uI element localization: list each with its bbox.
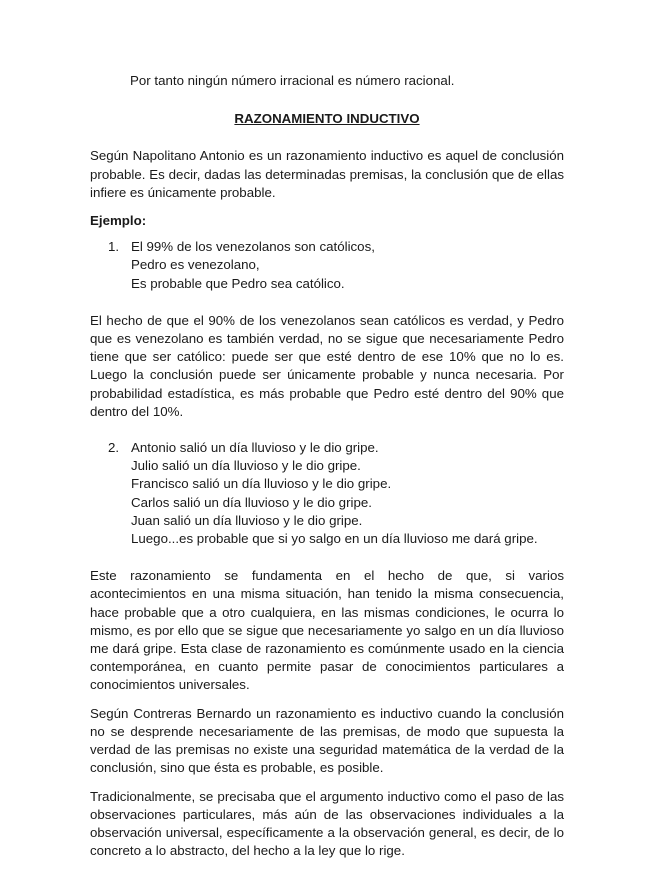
example-1-premise-2: Pedro es venezolano, [131, 257, 260, 273]
example-2-line-5: Juan salió un día lluvioso y le dio gripe. [131, 512, 363, 528]
paragraph-napolitano: Según Napolitano Antonio es un razonamiento inductivo es aquel de conclusión probable. Es decir, dadas las determinadas premisas, la conclusión que de ellas infiere es únicamente probable. [90, 148, 564, 200]
paragraph-contreras: Según Contreras Bernardo un razonamiento es inductivo cuando la conclusión no se desprende necesariamente de las premisas, de modo que supuesta la verdad de las premisas no existe una seguridad matemática de la verdad de la conclusión, sino que ésta es probable, es posible. [90, 705, 564, 776]
example-1-list-item [108, 238, 564, 293]
paragraph-explanation-2: Este razonamiento se fundamenta en el hecho de que, si varios acontecimientos en una misma situación, han tenido la misma consecuencia, hace probable que a otro cualquiera, en las mismas condiciones, le ocurra lo mismo, es por ello que se sigue que necesariamente yo salgo en un día lluvioso me dará gripe. Esta clase de razonamiento es comúnmente usado en la ciencia contemporánea, en cuanto permite pasar de conocimientos particulares a conocimientos universales. [90, 568, 564, 693]
example-1-conclusion: Es probable que Pedro sea católico. [131, 275, 345, 291]
paragraph-tradicionalmente: Tradicionalmente, se precisaba que el argumento inductivo como el paso de las observaciones particulares, más aún de las observaciones individuales a la observación universal, específicamente a la observación general, es decir, de lo concreto a lo abstracto, del hecho a la ley que lo rige. [90, 788, 564, 859]
example-2-conclusion: Luego...es probable que si yo salgo en un día lluvioso me dará gripe. [131, 531, 538, 547]
example-2-number: 2. [108, 440, 120, 456]
example-1-premise-1: El 99% de los venezolanos son católicos, [131, 239, 375, 255]
example-label: Ejemplo: [90, 213, 147, 229]
example-1-number: 1. [108, 239, 120, 255]
section-heading: RAZONAMIENTO INDUCTIVO [234, 111, 420, 127]
intro-line: Por tanto ningún número irracional es número racional. [130, 73, 455, 88]
paragraph-explanation-1: El hecho de que el 90% de los venezolanos sean católicos es verdad, y Pedro que es venezolano es también verdad, no se sigue que necesariamente Pedro tiene que ser católico: puede ser que esté dentro de ese 10% que no lo es. Luego la conclusión puede ser únicamente probable y nunca necesaria. Por probabilidad estadística, es más probable que Pedro esté dentro del 90% que dentro del 10%. [90, 312, 564, 419]
document-page [90, 72, 564, 870]
example-2-list-item [108, 439, 564, 548]
example-2-line-2: Julio salió un día lluvioso y le dio gripe. [131, 458, 361, 474]
example-2-line-1: Antonio salió un día lluvioso y le dio gripe. [131, 440, 379, 456]
example-2-line-4: Carlos salió un día lluvioso y le dio gripe. [131, 494, 372, 510]
example-2-line-3: Francisco salió un día lluvioso y le dio gripe. [131, 476, 392, 492]
